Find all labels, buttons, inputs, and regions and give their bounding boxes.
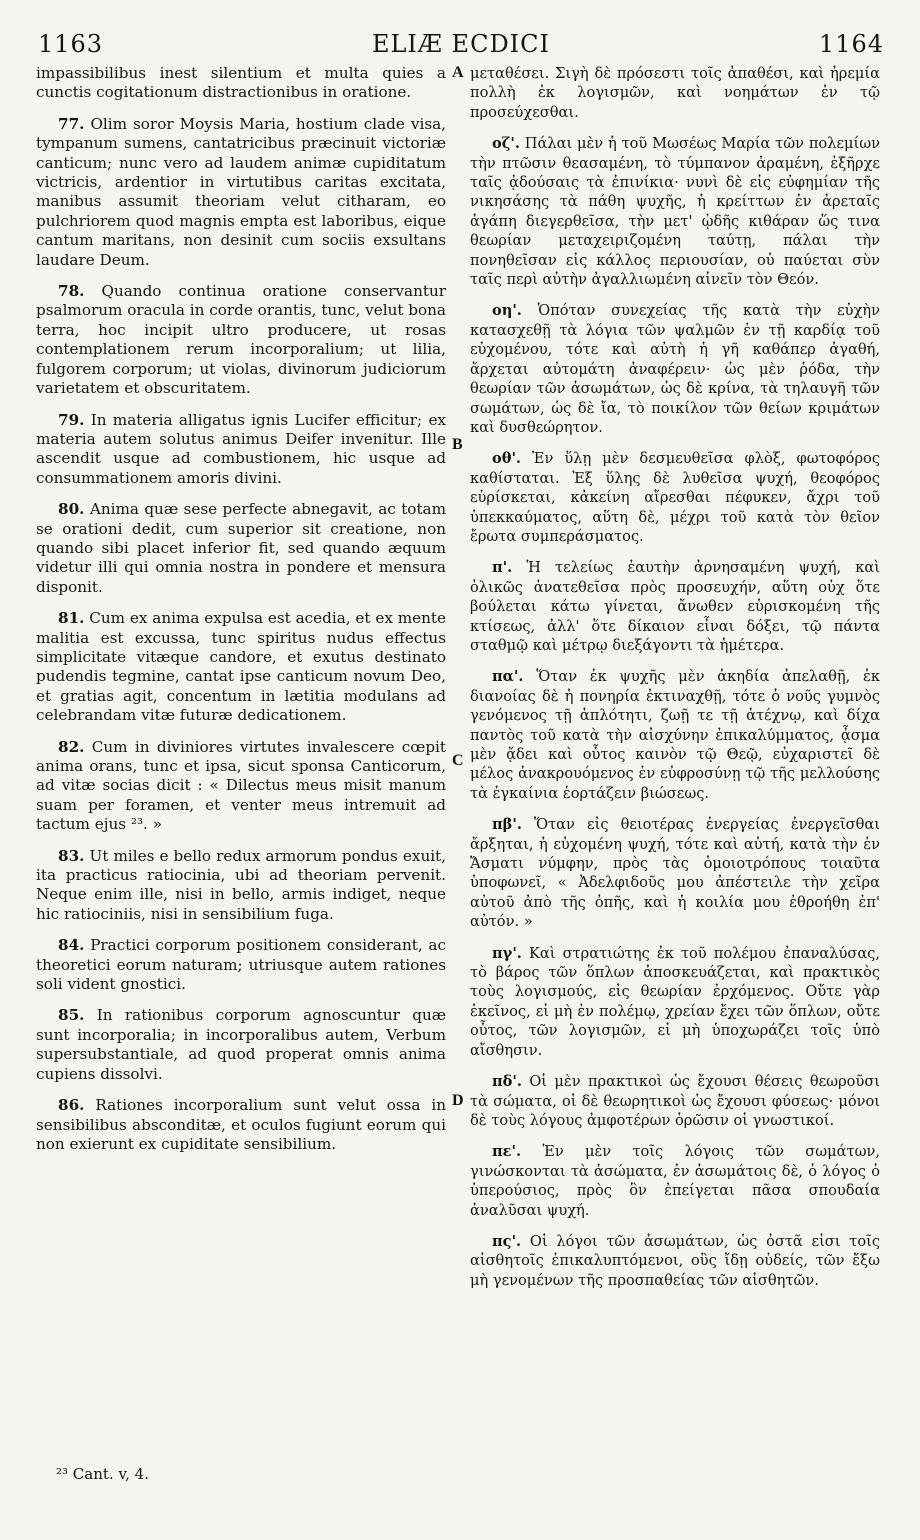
column-marker-d: D xyxy=(452,1092,464,1109)
column-marker-b: B xyxy=(452,436,463,453)
section-number: 83. xyxy=(58,846,85,865)
latin-paragraph: 82. Cum in diviniores virtutes invalescere cœpit anima orans, tunc et ipsa, sicut sponsa Canticorum, ad vitæ socias dicit : « Dilectus meus misit manum suam per foramen, et venter meus intremuit ad tactum ejus ²³. » xyxy=(36,737,447,834)
greek-paragraph: οζ'. Πάλαι μὲν ἡ τοῦ Μωσέως Μαρία τῶν πολεμίων τὴν πτῶσιν θεασαμένη, τὸ τύμπανον ἀραμένη, ἐξῆρχε ταῖς ᾀδούσαις τὰ ἐπινίκια· νυνὶ δὲ εἰς εὐφημίαν τῆς νικησάσης τὰ πάθη ψυχῆς, ἡ κρείττων ἐν ἀρεταῖς ἀγάπη διεγερθεῖσα, τὴν μετ' ᾠδῆς κιθάραν ὥς τινα θεωρίαν μεταχειριζομένη ταύτῃ, πάλαι τὴν πονηθεῖσαν εἰς κάλλος περιουσίαν, οὐ παύεται σὺν ταῖς περὶ αὐτὴν ἀγαλλιωμένη αἰνεῖν τὸν Θεόν. xyxy=(470,135,880,289)
page-number-left: 1163 xyxy=(38,30,104,58)
latin-paragraph: 86. Rationes incorporalium sunt velut ossa in sensibilibus absconditæ, et oculos fugiunt eorum qui non exierunt ex cupiditate sensibilium. xyxy=(36,1096,446,1153)
section-number: 79. xyxy=(58,410,85,429)
section-number: 80. xyxy=(58,500,85,519)
section-number: πς'. xyxy=(492,1232,522,1250)
greek-paragraph: πβ'. Ὅταν εἰς θειοτέρας ἐνεργείας ἐνεργεῖσθαι ἄρξηται, ἡ εὐχομένη ψυχή, τότε καὶ αὐτή, κατὰ τὴν ἐν Ἄσματι νύμφην, πρὸς τὰς ὁμοιοτρόπους τοιαῦτα ὑποφωνεῖ, « Ἀδελφιδοῦς μου ἀπέστειλε τὴν χεῖρα αὐτοῦ ἀπὸ τῆς ὀπῆς, καὶ ἡ κοιλία μου ἐθροήθη ἐπ' αὐτόν. » xyxy=(470,816,880,931)
latin-paragraph: 78. Quando continua oratione conservantur psalmorum oracula in corde orantis, tunc, velut bona terra, hoc incipit ultro producere, ut rosas contemplationem rerum incorporalium; ut lilia, fulgorem corporum; ut violas, divinorum judiciorum varietatem et obscuritatem. xyxy=(36,282,446,398)
latin-paragraph: 80. Anima quæ sese perfecte abnegavit, ac totam se orationi dedit, cum superior sit creatione, non quando sibi placet inferior fit, sed quando æquum videtur illi qui omnia nostra in pondere et mensura disponit. xyxy=(36,500,447,596)
section-number: 84. xyxy=(58,936,85,955)
section-number: πα'. xyxy=(492,668,524,686)
greek-paragraph: πα'. Ὅταν ἐκ ψυχῆς μὲν ἀκηδία ἀπελαθῇ, ἐκ διανοίας δὲ ἡ πονηρία ἐκτιναχθῇ, τότε ὁ νοῦς γυμνὸς γενόμενος τῇ ἁπλότητι, ζωῇ τε τῇ ἀτέχνῳ, καὶ δίχα παντὸς τοῦ κατὰ τὴν αἰσχύνην ἐπικαλύμματος, ᾆσμα μὲν ᾄδει καὶ οὗτος καινὸν τῷ Θεῷ, εὐχαριστεῖ δὲ μέλος ἀνακρουόμενος ἐν εὐφροσύνῃ τῷ τῆς μελλούσης τὰ ἐγκαίνια ἑορτάζειν βιώσεως. xyxy=(470,668,880,802)
column-marker-a: A xyxy=(452,64,464,81)
greek-paragraph: πε'. Ἐν μὲν τοῖς λόγοις τῶν σωμάτων, γινώσκονται τὰ ἀσώματα, ἐν ἀσωμάτοις δὲ, ὁ λόγος ὁ ὑπερούσιος, πρὸς ὃν ἐπείγεται πᾶσα σπουδαία ἀναλῦσαι ψυχή. xyxy=(470,1143,880,1219)
section-number: 81. xyxy=(58,609,85,628)
section-number: πε'. xyxy=(492,1143,522,1161)
latin-paragraph: 85. In rationibus corporum agnoscuntur quæ sunt incorporalia; in incorporalibus autem, Verbum supersubstantiale, ad quod properat omnis anima cupiens dissolvi. xyxy=(36,1006,446,1083)
section-number: 86. xyxy=(58,1096,85,1115)
section-number: πδ'. xyxy=(492,1073,522,1091)
running-title: ELIÆ ECDICI xyxy=(371,30,551,58)
latin-paragraph: 79. In materia alligatus ignis Lucifer efficitur; ex materia autem solutus animus Deifer invenitur. Ille ascendit usque ad combustionem, hic usque ad consummationem amoris divini. xyxy=(36,410,446,487)
section-number: 77. xyxy=(58,114,85,133)
latin-column xyxy=(36,64,446,1166)
latin-paragraph: 77. Olim soror Moysis Maria, hostium clade visa, tympanum sumens, cantatricibus præcinuit victoriæ canticum; nunc vero ad laudem animæ cupiditatum victricis, ardentior in virtutibus caritas excitata, manibus assumit theoriam velut citharam, eo pulchriorem quod magnis empta est laboribus, eique cantum maritans, non desinit cum sociis exsultans laudare Deum. xyxy=(36,114,446,269)
greek-column xyxy=(470,64,880,1302)
latin-paragraph: impassibilibus inest silentium et multa quies a cunctis cogitationum distractionibus in oratione. xyxy=(36,64,446,102)
latin-paragraph: 83. Ut miles e bello redux armorum pondus exuit, ita practicus ratiocinia, ubi ad theoriam pervenit. Neque enim ille, nisi in bello, armis indiget, neque hic ratiociniis, nisi in sensibilium fuga. xyxy=(36,846,447,923)
greek-paragraph: οθ'. Ἐν ὕλῃ μὲν δεσμευθεῖσα φλὸξ, φωτοφόρος καθίσταται. Ἐξ ὕλης δὲ λυθεῖσα ψυχή, θεοφόρος εὑρίσκεται, κἀκείνη αἴρεσθαι πέφυκεν, ἄχρι τοῦ ὑπεκκαύματος, αὕτη δὲ, μέχρι τοῦ κατὰ τὸν θεῖον ἔρωτα συμπεράσματος. xyxy=(470,450,881,545)
greek-paragraph: μεταθέσει. Σιγὴ δὲ πρόσεστι τοῖς ἀπαθέσι, καὶ ἠρεμία πολλὴ ἐκ λογισμῶν, καὶ νοημάτων ἐν τῷ προσεύχεσθαι. xyxy=(470,65,880,121)
greek-paragraph: πγ'. Καὶ στρατιώτης ἐκ τοῦ πολέμου ἐπαναλύσας, τὸ βάρος τῶν ὅπλων ἀποσκευάζεται, καὶ πρακτικὸς τοὺς λογισμούς, εἰς θεωρίαν ἐρχόμενος. Οὔτε γὰρ ἐκεῖνος, εἰ μὴ ἐν πολέμῳ, χρείαν ἔχει τῶν ὅπλων, οὔτε οὗτος, τῶν λογισμῶν, εἰ μὴ ὑποχωράζει τοῖς ὑπὸ αἴσθησιν. xyxy=(470,944,880,1059)
page-header xyxy=(38,30,884,64)
latin-paragraph: 84. Practici corporum positionem considerant, ac theoretici eorum naturam; utriusque autem rationes soli vident gnostici. xyxy=(36,936,446,994)
greek-paragraph: πδ'. Οἱ μὲν πρακτικοὶ ὡς ἔχουσι θέσεις θεωροῦσι τὰ σώματα, οἱ δὲ θεωρητικοὶ ὡς ἔχουσι φύσεως· μόνοι δὲ τοὺς λόγους ἀμφοτέρων ὁρῶσιν οἱ γνωστικοί. xyxy=(470,1073,880,1129)
section-number: οθ'. xyxy=(492,450,522,468)
page-number-right: 1164 xyxy=(818,30,884,58)
section-number: 82. xyxy=(58,737,85,756)
section-number: πβ'. xyxy=(492,816,522,834)
greek-paragraph: πς'. Οἱ λόγοι τῶν ἀσωμάτων, ὡς ὀστᾶ εἰσι τοῖς αἰσθητοῖς ἐπικαλυπτόμενοι, οὓς ἴδῃ οὐδείς, τῶν ἔξω μὴ γενομένων τῆς προσπαθείας τῶν αἰσθητῶν. xyxy=(470,1232,880,1289)
greek-paragraph: π'. Ἡ τελείως ἑαυτὴν ἀρνησαμένη ψυχή, καὶ ὁλικῶς ἀνατεθεῖσα πρὸς προσευχήν, αὕτη οὐχ ὅτε βούλεται κάτω γίνεται, ἄνωθεν εὑρισκομένη τῆς κτίσεως, ἀλλ' ὅτε δίκαιον εἶναι δόξει, τῷ πάντα σταθμῷ καὶ μέτρῳ διεξάγοντι τὰ ἡμέτερα. xyxy=(470,559,880,654)
latin-paragraph: 81. Cum ex anima expulsa est acedia, et ex mente malitia est excussa, tunc spiritus nudus effectus simplicitate vitæque candore, et exutus destinato pudendis tegmine, cantat ipse canticum novum Deo, et gratias agit, concentum in lætitia modulans ad celebrandam vitæ futuræ dedicationem. xyxy=(36,609,447,725)
section-number: πγ'. xyxy=(492,944,522,962)
section-number: π'. xyxy=(492,559,513,577)
footnote: ²³ Cant. v, 4. xyxy=(56,1465,149,1483)
section-number: οζ'. xyxy=(492,135,520,153)
section-number: 78. xyxy=(58,282,85,301)
section-number: οη'. xyxy=(492,302,522,320)
column-marker-c: C xyxy=(452,752,464,769)
greek-paragraph: οη'. Ὁπόταν συνεχείας τῆς κατὰ τὴν εὐχὴν κατασχεθῇ τὰ λόγια τῶν ψαλμῶν ἐν τῇ καρδίᾳ τοῦ εὐχομένου, τότε καὶ αὐτὴ ἡ γῆ καθάπερ ἀγαθή, ἄρχεται αὐτομάτη ἀναφέρειν· ὡς μὲν ῥόδα, τὴν θεωρίαν τῶν ἀσωμάτων, ὡς δὲ κρίνα, τὰ τηλαυγῆ τῶν σωμάτων, ὡς δὲ ἴα, τὸ ποικίλον τῶν θείων κριμάτων καὶ δυσθεώρητον. xyxy=(470,302,880,436)
section-number: 85. xyxy=(58,1006,85,1025)
